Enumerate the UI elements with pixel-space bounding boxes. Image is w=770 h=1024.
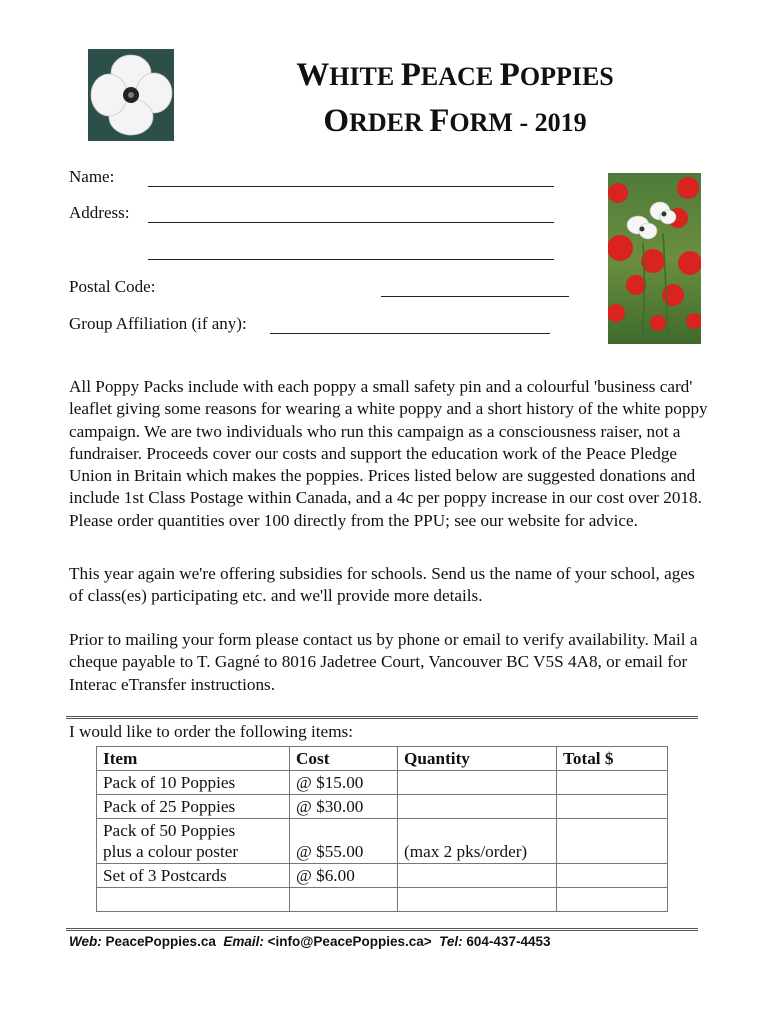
blank-cell[interactable] [398,888,557,912]
divider [66,928,698,931]
email-link[interactable]: <info@PeacePoppies.ca> [267,934,432,949]
grand-total-input[interactable] [557,888,668,912]
total-input[interactable] [557,819,668,864]
item-cell [97,819,290,864]
table-header-row [97,747,668,771]
table-row [97,864,668,888]
cost-cell: @ $6.00 [290,864,398,888]
item-line: plus a colour poster [103,842,239,861]
title-cap: P [499,57,520,93]
quantity-input[interactable]: (max 2 pks/order) [398,819,557,864]
postal-code-label: Postal Code: [69,277,156,296]
poppies-photo [608,173,701,344]
title-text: EACE [420,62,500,91]
white-poppy-icon [88,49,174,141]
cost-cell: @ $30.00 [290,795,398,819]
total-input[interactable] [557,864,668,888]
order-intro: I would like to order the following items: [69,722,354,741]
title-cap: F [429,103,450,139]
table-row [97,795,668,819]
item-cell: Pack of 10 Poppies [97,771,290,795]
blank-cell [290,888,398,912]
table-row [97,819,668,864]
address-field-1[interactable] [148,222,554,223]
address-label: Address: [69,203,130,222]
title-cap: W [296,57,330,93]
table-row [97,771,668,795]
quantity-input[interactable] [398,771,557,795]
item-cell: Set of 3 Postcards [97,864,290,888]
mailing-paragraph: Prior to mailing your form please contact us by phone or email to verify availability. Mail a cheque payable to T. Gagné to 8016 Jadetree Court, Vancouver BC V5S 4A8, or email for Interac eTransfer instructions. [69,630,698,694]
info-paragraph: All Poppy Packs include with each poppy a small safety pin and a colourful 'business card' leaflet giving some reasons for wearing a white poppy and a short history of the white poppy campaign. We are two individuals who run this campaign as a consciousness raiser, not a fundraiser. Proceeds cover our costs and support the education work of the Peace Pledge Union in Britain which makes the poppies. Prices listed below are suggested donations and include 1st Class Postage within Canada, and a 4c per poppy increase in our cost over 2018. Please order quantities over 100 directly from the PPU; see our website for advice. [69,377,708,530]
blank-cell [97,888,290,912]
tel-label: Tel: [439,934,463,949]
item-cell: Pack of 25 Poppies [97,795,290,819]
cost-cell: @ $55.00 [290,819,398,864]
title-cap: O [323,103,350,139]
table-row [97,888,668,912]
white-poppy-logo [88,49,174,141]
total-input[interactable] [557,771,668,795]
divider [66,716,698,719]
address-field-2[interactable] [148,259,554,260]
header-quantity: Quantity [398,747,557,771]
footer-contact [69,934,550,949]
schools-paragraph: This year again we're offering subsidies for schools. Send us the name of your school, ages of class(es) participating etc. and we'll provide more details. [69,564,695,606]
quantity-input[interactable] [398,795,557,819]
order-table [96,746,668,912]
cost-cell: @ $15.00 [290,771,398,795]
quantity-input[interactable] [398,864,557,888]
phone-number: 604-437-4453 [466,934,551,949]
title-text: ORM - 2019 [449,108,587,137]
title-text: OPPIES [519,62,614,91]
group-affiliation-label: Group Affiliation (if any): [69,314,247,333]
total-input[interactable] [557,795,668,819]
web-link[interactable]: PeacePoppies.ca [105,934,216,949]
postal-code-field[interactable] [381,296,569,297]
header-item: Item [97,747,290,771]
name-field[interactable] [148,186,554,187]
item-line: Pack of 50 Poppies [103,821,236,840]
email-label: Email: [223,934,264,949]
title-text: RDER [349,108,430,137]
header-cost: Cost [290,747,398,771]
name-label: Name: [69,167,115,186]
group-affiliation-field[interactable] [270,333,550,334]
header-total: Total $ [557,747,668,771]
web-label: Web: [69,934,102,949]
title-text: HITE [329,62,401,91]
title-cap: P [400,57,421,93]
page-title [230,55,680,147]
